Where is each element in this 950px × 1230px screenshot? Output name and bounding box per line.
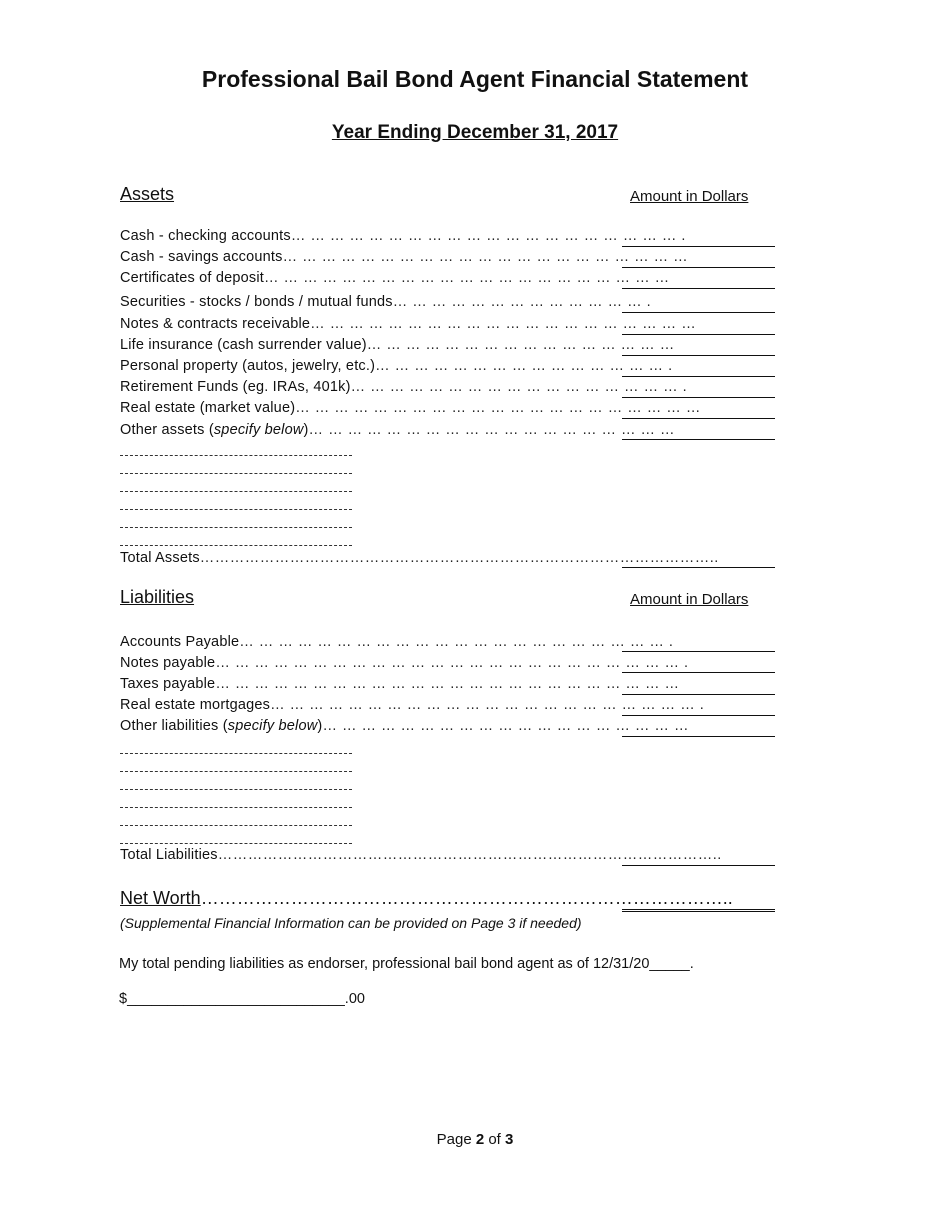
- other-liabilities-blank-line[interactable]: [120, 789, 352, 790]
- asset-row-personal-property: [120, 356, 673, 376]
- total-assets-row: [120, 548, 719, 568]
- liability-label-close: ): [317, 718, 323, 734]
- liabilities-amount-header: Amount in Dollars: [630, 591, 749, 608]
- total-liabilities-row: [120, 845, 722, 865]
- liabilities-heading: Liabilities: [120, 587, 195, 607]
- liability-label: Real estate mortgages: [120, 697, 271, 713]
- other-liabilities-blank-line[interactable]: [120, 807, 352, 808]
- leader-dots: … … … … … … … … … … … … … … … … … … …: [308, 422, 676, 438]
- leader-dots: … … … … … … … … … … … … … … … … … … … … … … … …: [215, 676, 680, 692]
- liability-row-notes-payable: [120, 653, 689, 673]
- asset-amount-field-personal-property[interactable]: [622, 376, 775, 377]
- liability-row-accounts-payable: [120, 632, 674, 652]
- other-assets-blank-line[interactable]: [120, 509, 352, 510]
- asset-row-securities: [120, 292, 652, 312]
- asset-amount-field-other[interactable]: [622, 439, 775, 440]
- asset-label-close: ): [303, 422, 309, 438]
- liability-label: Taxes payable: [120, 676, 216, 692]
- specify-below-text: specify below: [227, 718, 318, 734]
- asset-amount-field-life-insurance[interactable]: [622, 355, 775, 356]
- other-assets-blank-line[interactable]: [120, 455, 352, 456]
- asset-row-life-insurance: [120, 335, 675, 355]
- asset-row-other: [120, 420, 676, 440]
- net-worth-row: [120, 886, 733, 910]
- asset-label: Securities - stocks / bonds / mutual funds: [120, 294, 393, 310]
- liability-label: Accounts Payable: [120, 634, 240, 650]
- page-prefix: Page: [436, 1131, 476, 1148]
- asset-label: Other assets (: [120, 422, 214, 438]
- assets-amount-header: Amount in Dollars: [630, 188, 749, 205]
- asset-row-savings: [120, 247, 689, 267]
- leader-dots: … … … … … … … … … … … … … … … … … … … …: [310, 316, 697, 332]
- asset-row-certificates: [120, 268, 670, 288]
- liability-amount-field-mortgages[interactable]: [622, 715, 775, 716]
- leader-dots: … … … … … … … … … … … … … … … … … … … … .: [290, 228, 686, 244]
- leader-dots: … … … … … … … … … … … … … … … … … … … … …: [282, 249, 689, 265]
- leader-dots: … … … … … … … … … … … … … … … … … … … … … … .: [239, 634, 674, 650]
- leader-dots: … … … … … … … … … … … … … … … … … … … … … … .: [270, 697, 705, 713]
- current-page-number: 2: [475, 1131, 485, 1148]
- total-liabilities-label: Total Liabilities: [120, 847, 218, 863]
- asset-amount-field-real-estate[interactable]: [622, 418, 775, 419]
- asset-amount-field-securities[interactable]: [622, 312, 775, 313]
- asset-label: Personal property (autos, jewelry, etc.): [120, 358, 376, 374]
- leader-dots: … … … … … … … … … … … … … … … … … … … … …: [264, 270, 670, 286]
- asset-label: Cash - checking accounts: [120, 228, 291, 244]
- total-assets-amount-field[interactable]: [622, 567, 775, 568]
- assets-heading: Assets: [120, 184, 175, 204]
- pending-liabilities-amount-field[interactable]: $___________________________.00: [119, 991, 365, 1007]
- liability-amount-field-other[interactable]: [622, 736, 775, 737]
- liability-label: Notes payable: [120, 655, 216, 671]
- liability-amount-field-notes-payable[interactable]: [622, 672, 775, 673]
- other-liabilities-blank-line[interactable]: [120, 771, 352, 772]
- asset-label: Notes & contracts receivable: [120, 316, 311, 332]
- leader-dots: … … … … … … … … … … … … … … … …: [366, 337, 675, 353]
- total-page-count: 3: [505, 1131, 514, 1148]
- leader-dots: … … … … … … … … … … … … … … … … … … … … … … … … .: [215, 655, 689, 671]
- leader-dots: … … … … … … … … … … … … … … … … … … …: [322, 718, 689, 734]
- other-liabilities-blank-line[interactable]: [120, 843, 352, 844]
- net-worth-amount-field[interactable]: [622, 909, 775, 912]
- total-liabilities-amount-field[interactable]: [622, 865, 775, 866]
- page-footer: [0, 1131, 950, 1148]
- document-title: Professional Bail Bond Agent Financial Statement: [201, 66, 749, 92]
- liability-amount-field-accounts-payable[interactable]: [622, 651, 775, 652]
- year-ending-heading: Year Ending December 31, 2017: [331, 122, 619, 143]
- asset-row-retirement: [120, 377, 688, 397]
- leader-dots: ………………………………………………………………………………………..: [217, 847, 722, 863]
- asset-row-notes: [120, 314, 697, 334]
- asset-label: Real estate (market value): [120, 400, 296, 416]
- liability-row-taxes-payable: [120, 674, 680, 694]
- liability-row-other: [120, 716, 689, 736]
- page-of-text: of: [484, 1131, 506, 1148]
- asset-amount-field-notes[interactable]: [622, 334, 775, 335]
- liability-row-mortgages: [120, 695, 705, 715]
- asset-label: Retirement Funds (eg. IRAs, 401k): [120, 379, 351, 395]
- asset-amount-field-checking[interactable]: [622, 246, 775, 247]
- specify-below-text: specify below: [213, 422, 304, 438]
- asset-label: Certificates of deposit: [120, 270, 265, 286]
- asset-row-checking: [120, 226, 686, 246]
- other-assets-blank-line[interactable]: [120, 527, 352, 528]
- total-assets-label: Total Assets: [120, 550, 200, 566]
- liability-amount-field-taxes-payable[interactable]: [622, 694, 775, 695]
- asset-amount-field-retirement[interactable]: [622, 397, 775, 398]
- other-assets-blank-line[interactable]: [120, 473, 352, 474]
- leader-dots: ……………………………………………………………………………..: [200, 888, 733, 908]
- leader-dots: …………………………………………………………………………………………..: [199, 550, 719, 566]
- leader-dots: … … … … … … … … … … … … … … … .: [375, 358, 673, 374]
- other-liabilities-blank-line[interactable]: [120, 825, 352, 826]
- other-liabilities-blank-line[interactable]: [120, 753, 352, 754]
- other-assets-blank-line[interactable]: [120, 545, 352, 546]
- other-assets-blank-line[interactable]: [120, 491, 352, 492]
- leader-dots: … … … … … … … … … … … … … … … … … .: [350, 379, 688, 395]
- asset-label: Cash - savings accounts: [120, 249, 283, 265]
- asset-label: Life insurance (cash surrender value): [120, 337, 367, 353]
- asset-row-real-estate: [120, 398, 701, 418]
- pending-liabilities-statement: My total pending liabilities as endorser, professional bail bond agent as of 12/31/20_____.: [119, 956, 694, 972]
- asset-amount-field-savings[interactable]: [622, 267, 775, 268]
- document-subtitle: [0, 122, 950, 144]
- leader-dots: … … … … … … … … … … … … … .: [392, 294, 652, 310]
- net-worth-label: Net Worth: [120, 888, 201, 908]
- leader-dots: … … … … … … … … … … … … … … … … … … … … …: [295, 400, 701, 416]
- liability-label: Other liabilities (: [120, 718, 228, 734]
- supplemental-note: (Supplemental Financial Information can be provided on Page 3 if needed): [120, 915, 582, 931]
- asset-amount-field-certificates[interactable]: [622, 288, 775, 289]
